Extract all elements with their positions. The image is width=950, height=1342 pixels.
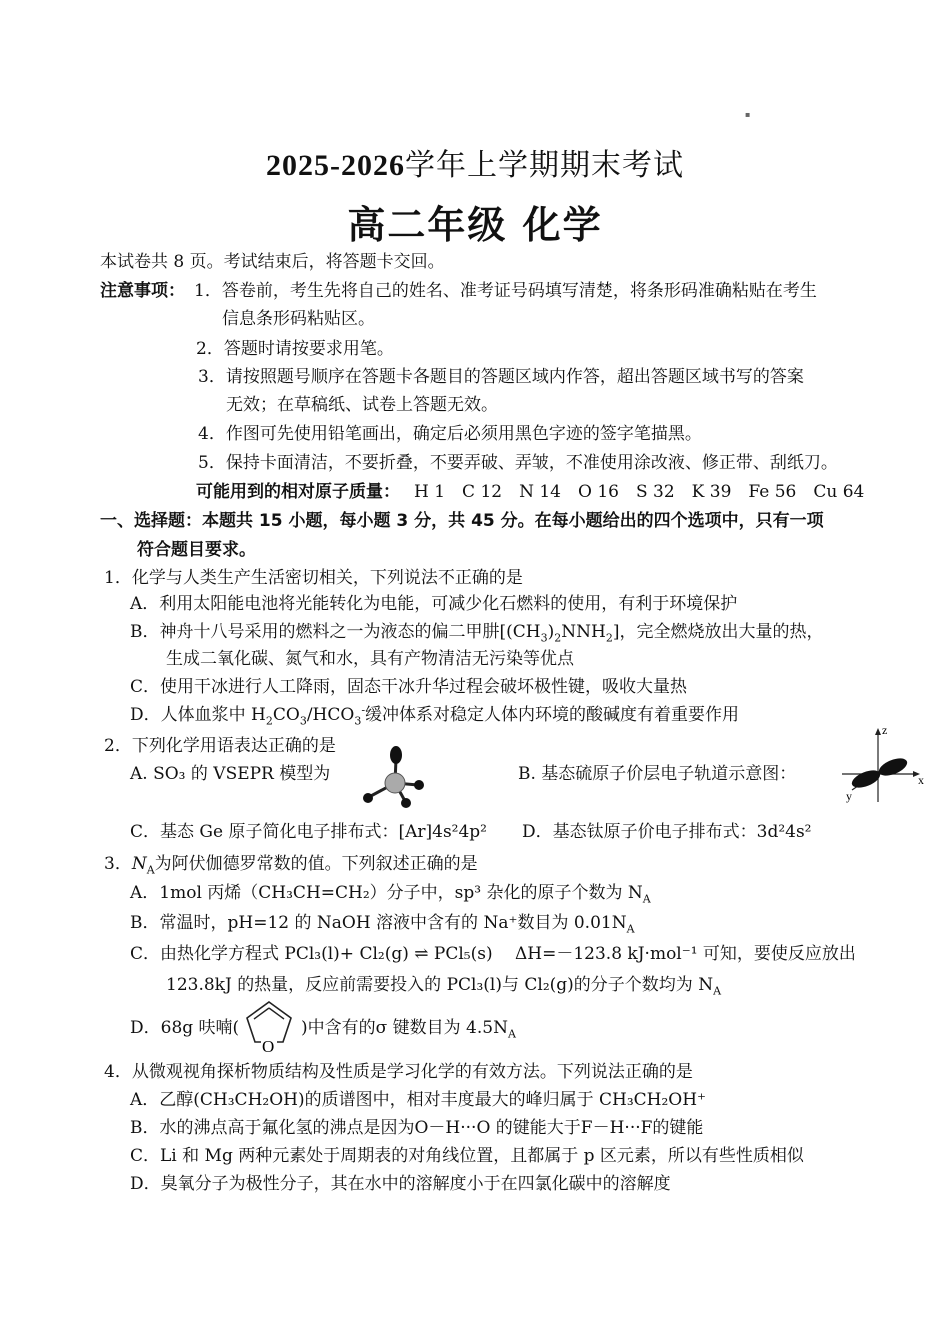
q3-na-sub: A [146, 863, 155, 877]
q3-option-a [130, 881, 651, 905]
vsepr-model-figure [355, 745, 430, 810]
q1-option-c: C．使用干冰进行人工降雨，固态干冰升华过程会破坏极性键，吸收大量热 [130, 677, 688, 697]
atomic-mass-label: 可能用到的相对原子质量： [196, 482, 400, 502]
q4-option-d: D．臭氧分子为极性分子，其在水中的溶解度小于在四氯化碳中的溶解度 [130, 1174, 671, 1194]
note-2: 2．答题时请按要求用笔。 [196, 339, 394, 359]
atomic-mass-line [196, 480, 864, 504]
furan-oxygen-label: O [262, 1037, 275, 1056]
note-3a: 3．请按照题号顺序在答题卡各题目的答题区域内作答，超出答题区域书写的答案 [198, 367, 804, 387]
double-bond-left [254, 1008, 269, 1019]
title-year: 2025-2026 [266, 149, 405, 182]
q4-option-a: A．乙醇(CH₃CH₂OH)的质谱图中，相对丰度最大的峰归属于 CH₃CH₂OH⁺ [130, 1090, 707, 1110]
axis-label-z: z [882, 723, 888, 737]
axis-label-x: x [918, 773, 924, 787]
q1-d-pre: D．人体血浆中 H [130, 705, 266, 725]
q2-option-c: C．基态 Ge 原子简化电子排布式：[Ar]4s²4p² [130, 822, 487, 842]
q3-d-sub: A [507, 1027, 516, 1041]
axis-label-y: y [846, 789, 852, 803]
double-bond-right [269, 1008, 284, 1019]
note-3b: 无效；在草稿纸、试卷上答题无效。 [226, 395, 498, 415]
q3-stem: 3．$N_A$为阿伏伽德罗常数的值。下列叙述正确的是 [104, 854, 478, 877]
atom-left [363, 793, 373, 803]
corner-mark: ▪ [745, 110, 751, 119]
furan-structure-figure [237, 996, 301, 1058]
atomic-mass-values: H 1 C 12 N 14 O 16 S 32 K 39 Fe 56 Cu 64 [414, 482, 865, 502]
q4-option-c: C．Li 和 Mg 两种元素处于周期表的对角线位置，且都属于 p 区元素，所以有些性质相似 [130, 1146, 804, 1166]
q4-stem: 4．从微观视角探析物质结构及性质是学习化学的有效方法。下列说法正确的是 [104, 1062, 693, 1082]
q1-b-pre: B．神舟十八号采用的燃料之一为液态的偏二甲肼[(CH [130, 622, 541, 642]
q1-option-a: A．利用太阳能电池将光能转化为电能，可减少化石燃料的使用，有利于环境保护 [130, 594, 738, 614]
q3-b-text: B．常温时，pH=12 的 NaOH 溶液中含有的 Na⁺数目为 0.01N [130, 913, 627, 933]
q1-option-d: D．人体血浆中 $H_2CO_3/HCO_3^-$缓冲体系对稳定人体内环境的酸碱度有着重要作用 [130, 703, 740, 728]
q2-stem: 2．下列化学用语表达正确的是 [104, 736, 336, 756]
q1-option-b-line2: 生成二氧化碳、氮气和水，具有产物清洁无污染等优点 [166, 649, 574, 669]
q3-option-d-pre: D．68g 呋喃( [130, 1018, 240, 1038]
note-5: 5．保持卡面清洁，不要折叠，不要弄破、弄皱，不准使用涂改液、修正带、刮纸刀。 [198, 453, 838, 473]
exam-title [0, 140, 950, 184]
intro-text: 本试卷共 8 页。考试结束后，将答题卡交回。 [100, 252, 445, 272]
exam-subtitle: 高二年级 化学 [347, 203, 603, 247]
q4-option-b: B．水的沸点高于氟化氢的沸点是因为O－H···O 的键能大于F－H···F的键能 [130, 1118, 704, 1138]
q3-option-d-post [301, 1016, 516, 1040]
q1-option-b-line1: B．神舟十八号采用的燃料之一为液态的偏二甲肼$[(CH_3)_2NNH_2]$，完全燃烧放出大量的热， [130, 622, 824, 645]
q3-b-sub: A [626, 922, 635, 936]
p-orbital-figure [838, 722, 928, 804]
atom-front [401, 798, 411, 808]
z-arrow-icon [875, 728, 881, 735]
section-heading-a: 一、选择题：本题共 15 小题，每小题 3 分，共 45 分。在每小题给出的四个选项中，只有一项 [100, 511, 824, 531]
q1-d-post: 缓冲体系对稳定人体内环境的酸碱度有着重要作用 [365, 705, 740, 725]
section-heading-b: 符合题目要求。 [137, 540, 256, 560]
title-rest: 学年上学期期末考试 [405, 149, 684, 182]
note-4: 4．作图可先使用铅笔画出，确定后必须用黑色字迹的签字笔描黑。 [198, 424, 702, 444]
atom-right [414, 780, 424, 790]
q3-na: N [131, 854, 147, 874]
q1-b-post: ，完全燃烧放出大量的热， [619, 622, 824, 642]
note-1a: 1．答卷前，考生先将自己的姓名、准考证号码填写清楚，将条形码准确粘贴在考生 [194, 281, 817, 301]
q1-stem: 1．化学与人类生产生活密切相关，下列说法不正确的是 [104, 568, 523, 588]
central-atom [385, 773, 405, 793]
q2-option-d: D．基态钛原子价电子排布式：3d²4s² [522, 822, 812, 842]
q3-option-b [130, 911, 635, 935]
q2-option-b: B. 基态硫原子价层电子轨道示意图： [518, 764, 797, 784]
q3-c2-sub: A [713, 984, 722, 998]
q3-d-text: )中含有的σ 键数目为 4.5N [301, 1018, 508, 1038]
q3-option-c-line2 [166, 973, 721, 997]
q3-a-sub: A [642, 892, 651, 906]
lone-pair-lobe [390, 746, 402, 764]
q3-option-c-line1: C．由热化学方程式 PCl₃(l)+ Cl₂(g) ⇌ PCl₅(s) ΔH=－123.8 kJ·mol⁻¹ 可知，要使反应放出 [130, 944, 856, 964]
orbital-lobe-right [876, 755, 909, 779]
q3-c2-text: 123.8kJ 的热量，反应前需要投入的 PCl₃(l)与 Cl₂(g)的分子个数均为 N [166, 975, 714, 995]
q2-option-a: A. SO₃ 的 VSEPR 模型为 [130, 764, 331, 784]
note-1b: 信息条形码粘贴区。 [222, 309, 375, 329]
q3-stem-text: 为阿伏伽德罗常数的值。下列叙述正确的是 [154, 854, 478, 874]
q3-a-text: A．1mol 丙烯（CH₃CH=CH₂）分子中，sp³ 杂化的原子个数为 N [130, 883, 643, 903]
notes-label: 注意事项： [100, 281, 185, 301]
